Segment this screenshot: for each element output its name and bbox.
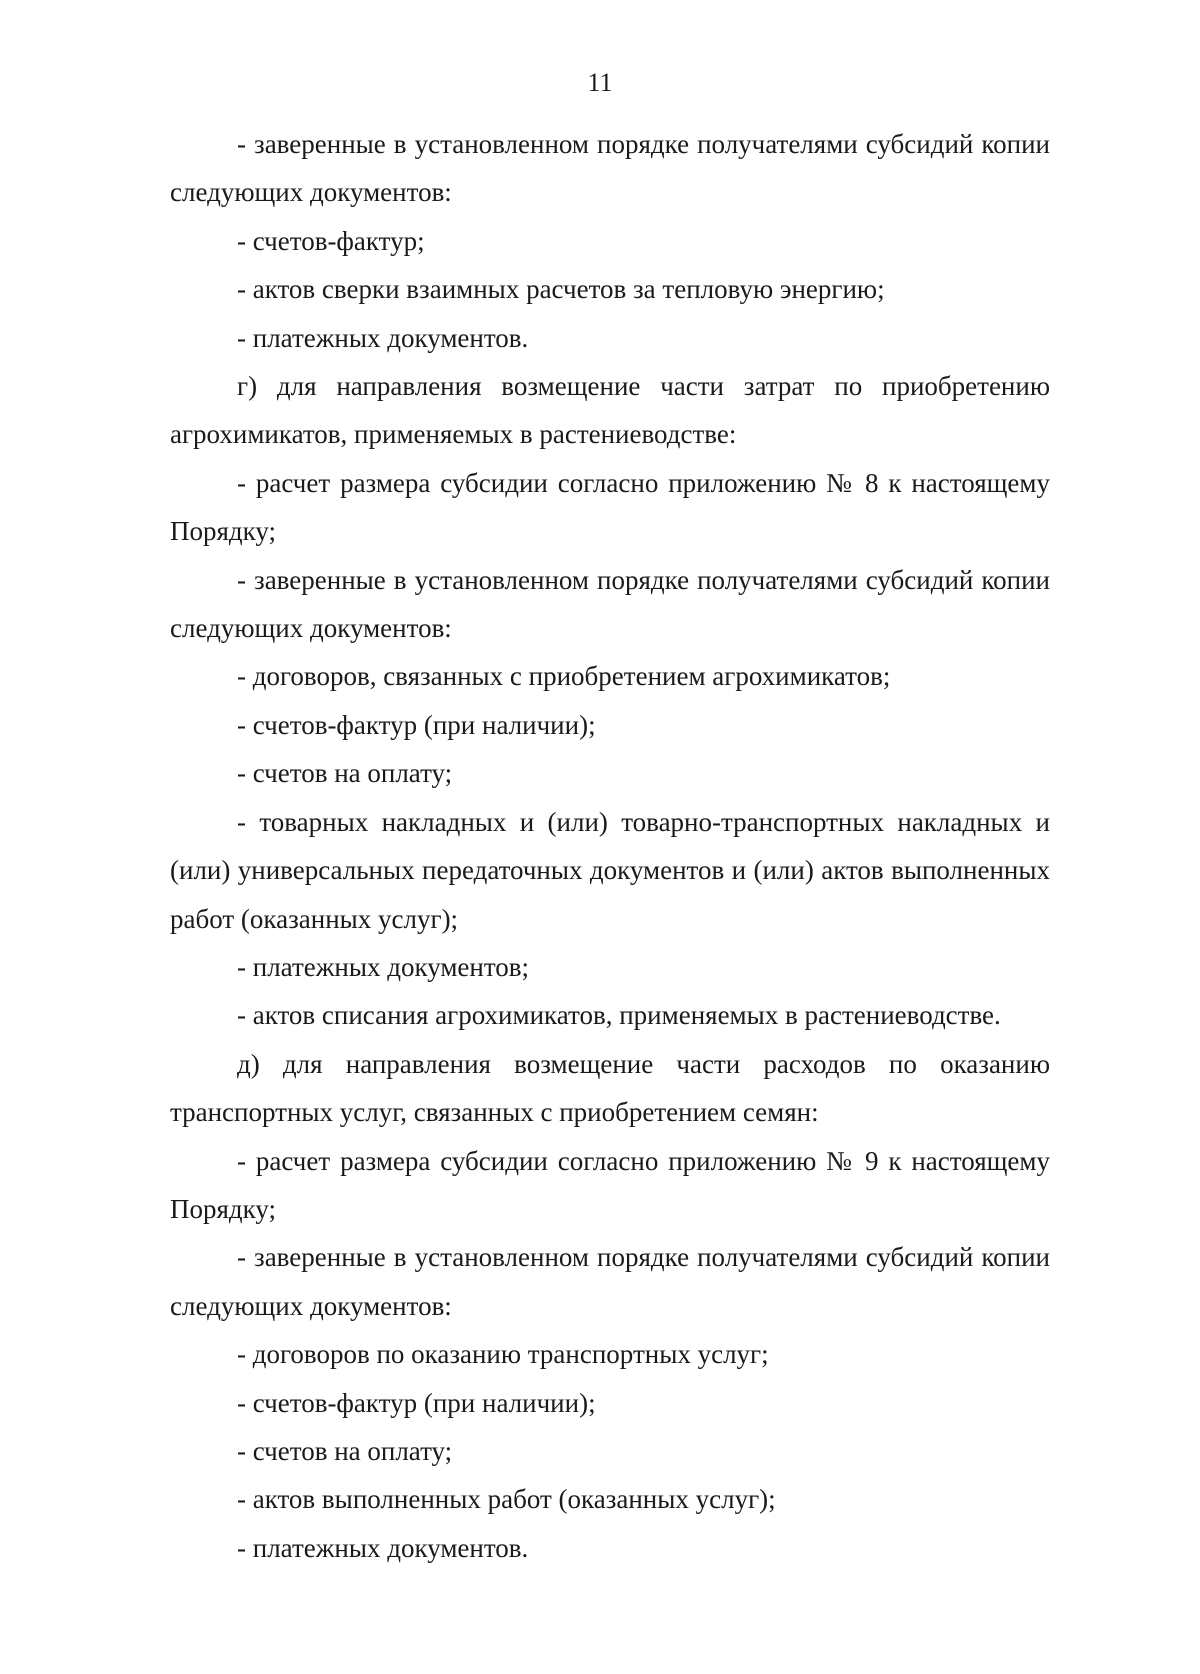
list-item-subsidy-calculation-9: - расчет размера субсидии согласно приложению № 9 к настоящему Порядку; xyxy=(170,1145,1050,1224)
list-item-payment-bills-2: - счетов на оплату; xyxy=(237,1435,453,1466)
paragraph-certified-copies-2: - заверенные в установленном порядке получателями субсидий копии следующих документов: xyxy=(170,564,1050,644)
list-item-agrochemical-contracts: - договоров, связанных с приобретением агрохимикатов; xyxy=(237,661,891,692)
list-item-invoices-2: - счетов-фактур (при наличии); xyxy=(237,709,596,740)
list-item-subsidy-calculation-8: - расчет размера субсидии согласно приложению № 8 к настоящему Порядку; xyxy=(170,467,1050,547)
paragraph-certified-copies-3: - заверенные в установленном порядке получателями субсидий копии следующих документов: xyxy=(170,1242,1050,1321)
list-item-invoices-3: - счетов-фактур (при наличии); xyxy=(237,1387,596,1418)
list-item-completion-acts: - актов выполненных работ (оказанных услуг); xyxy=(237,1484,776,1515)
page-number: 11 xyxy=(587,68,613,97)
list-item-payment-documents-1: - платежных документов. xyxy=(237,322,529,353)
paragraph-section-d: д) для направления возмещение части расходов по оказанию транспортных услуг, связанных с приобретением семян: xyxy=(170,1048,1050,1128)
list-item-payment-bills-1: - счетов на оплату; xyxy=(237,758,453,789)
list-item-payment-documents-3: - платежных документов. xyxy=(237,1532,529,1563)
list-item-reconciliation-acts: - актов сверки взаимных расчетов за тепловую энергию; xyxy=(237,274,885,305)
list-item-write-off-acts: - актов списания агрохимикатов, применяемых в растениеводстве. xyxy=(237,1000,1001,1031)
paragraph-certified-copies-1: - заверенные в установленном порядке получателями субсидий копии следующих документов: xyxy=(170,129,1050,208)
list-item-transport-contracts: - договоров по оказанию транспортных услуг; xyxy=(237,1339,769,1370)
list-item-payment-documents-2: - платежных документов; xyxy=(237,951,530,982)
list-item-waybills: - товарных накладных и (или) товарно-транспортных накладных и (или) универсальных передаточных документов и (или) актов выполненных работ (оказанных услуг); xyxy=(170,806,1050,934)
list-item-invoices-1: - счетов-фактур; xyxy=(237,225,425,256)
document-body xyxy=(170,120,1050,1572)
paragraph-section-g: г) для направления возмещение части затрат по приобретению агрохимикатов, применяемых в растениеводстве: xyxy=(170,371,1050,450)
